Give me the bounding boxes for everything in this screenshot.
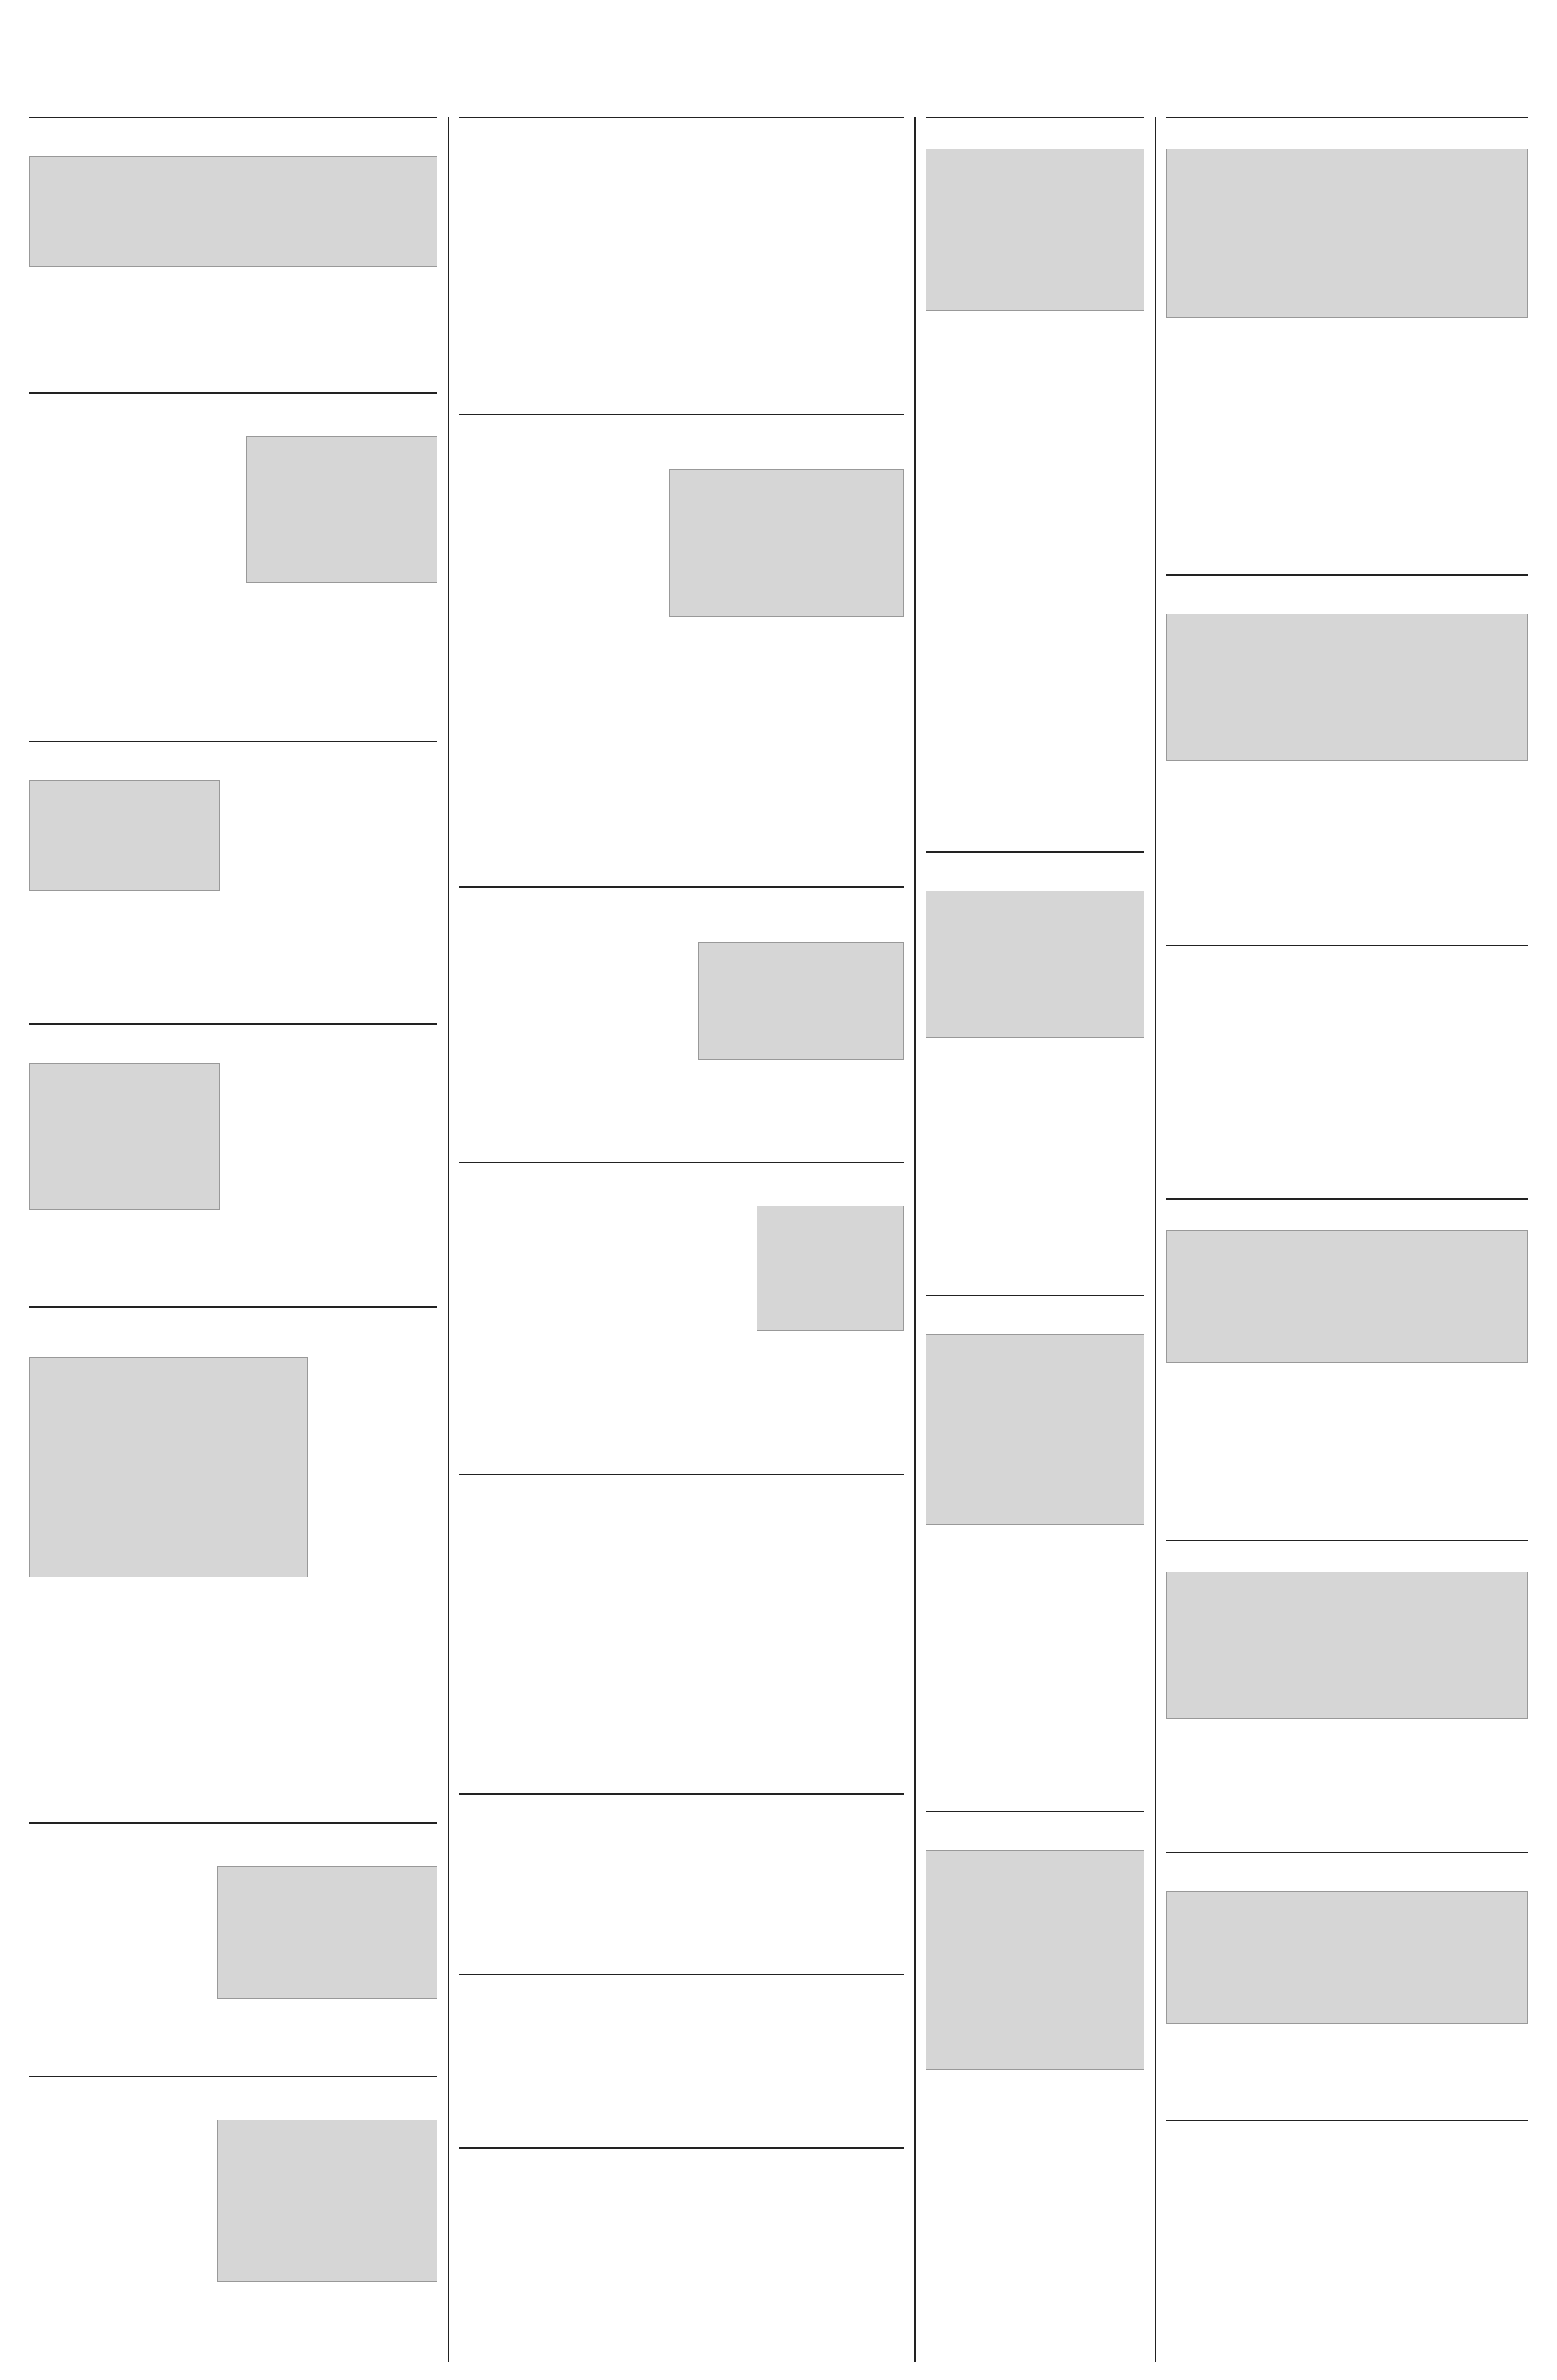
photo: [698, 942, 904, 1060]
headline: [1166, 122, 1528, 143]
photo: [246, 436, 437, 583]
photo: [1166, 1891, 1528, 2024]
photo: [669, 469, 904, 617]
story: [1166, 1198, 1528, 1534]
story: [459, 2147, 904, 2362]
story: [926, 1295, 1144, 1805]
story: [29, 1306, 437, 1817]
photo: [1166, 1572, 1528, 1719]
photo: [29, 780, 220, 891]
headline: [1166, 951, 1528, 978]
photo: [926, 1334, 1144, 1525]
story: [459, 117, 904, 408]
photo-caption: [926, 1042, 1144, 1056]
headline: [29, 746, 437, 774]
photo-caption: [926, 1529, 1144, 1542]
column-rule: [1155, 117, 1156, 2362]
headline: [29, 2082, 437, 2110]
photo: [29, 156, 437, 267]
headline: [926, 1817, 1144, 1844]
headline: [926, 857, 1144, 885]
headline: [459, 1480, 904, 1507]
story: [459, 1974, 904, 2142]
story: [1166, 2120, 1528, 2362]
photo-caption: [29, 271, 437, 284]
story: [29, 392, 437, 735]
story: [1166, 1540, 1528, 1846]
headline: [459, 1168, 904, 1195]
photo: [926, 891, 1144, 1038]
photo-caption: [29, 1582, 437, 1595]
headline: [1166, 2126, 1528, 2153]
photo: [757, 1206, 904, 1331]
photo: [1166, 1230, 1528, 1363]
headline: [926, 122, 1144, 143]
story: [459, 1793, 904, 1968]
story: [1166, 945, 1528, 1193]
photo-caption: [29, 1214, 437, 1228]
photo-caption: [1166, 1367, 1528, 1381]
story: [29, 1023, 437, 1300]
headline: [459, 420, 904, 459]
story: [29, 741, 437, 1018]
column-rule: [914, 117, 916, 2362]
photo-caption: [926, 315, 1144, 328]
photo: [1166, 614, 1528, 761]
story: [459, 1162, 904, 1468]
photo: [29, 1063, 220, 1210]
headline: [29, 1312, 437, 1351]
story: [1166, 1852, 1528, 2114]
story: [459, 414, 904, 881]
headline: [459, 1980, 904, 2008]
headline: [459, 122, 904, 162]
column-rule: [448, 117, 449, 2362]
headline: [29, 398, 437, 426]
photo: [217, 1866, 437, 1999]
story: [29, 117, 437, 386]
column-1: [29, 117, 437, 2362]
photo-caption: [1166, 1723, 1528, 1736]
headline: [926, 1300, 1144, 1328]
story: [29, 1822, 437, 2070]
story: [1166, 574, 1528, 939]
photo: [1166, 149, 1528, 318]
photo-caption: [1166, 322, 1528, 335]
photo: [29, 1357, 308, 1577]
photo: [217, 2120, 437, 2282]
story: [29, 2076, 437, 2362]
headline: [1166, 1857, 1528, 1885]
column-4: [1166, 117, 1528, 2362]
headline: [459, 2153, 904, 2181]
column-3: [926, 117, 1144, 2362]
photo-caption: [29, 895, 437, 908]
headline: [459, 892, 904, 932]
headline: [29, 1828, 437, 1856]
story: [459, 886, 904, 1156]
photo: [926, 1850, 1144, 2070]
headline: [29, 122, 437, 150]
headline: [1166, 580, 1528, 608]
headline: [29, 1029, 437, 1057]
headline: [1166, 1204, 1528, 1225]
story: [926, 117, 1144, 846]
photo-caption: [1166, 2028, 1528, 2041]
photo-caption: [1166, 765, 1528, 779]
column-2: [459, 117, 904, 2362]
story: [459, 1474, 904, 1787]
headline: [1166, 1545, 1528, 1566]
headline: [459, 1799, 904, 1827]
story: [926, 851, 1144, 1289]
photo-caption: [926, 2075, 1144, 2088]
newspaper-page: [29, 117, 1528, 2362]
story: [1166, 117, 1528, 569]
story: [926, 1811, 1144, 2362]
photo: [926, 149, 1144, 311]
